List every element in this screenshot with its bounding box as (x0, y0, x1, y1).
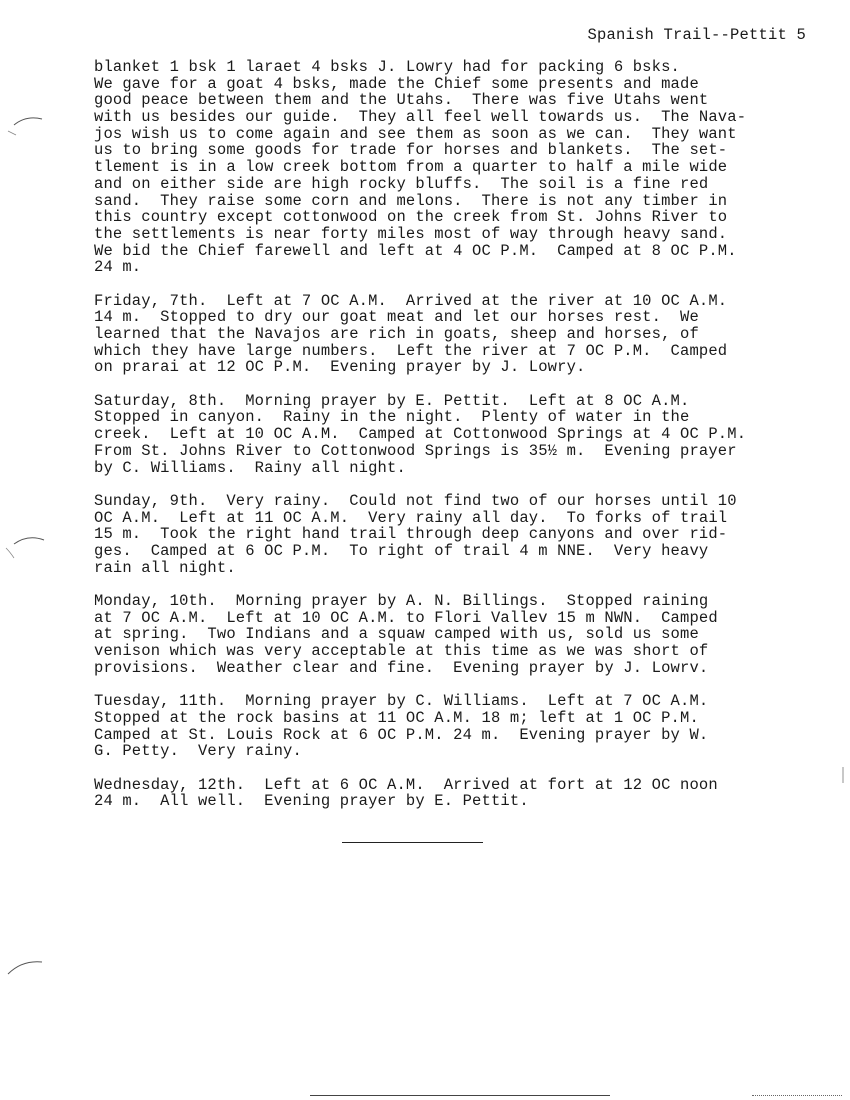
text-line: on prarai at 12 OC P.M. Evening prayer by J. Lowry. (94, 358, 586, 377)
text-line: Friday, 7th. Left at 7 OC A.M. Arrived at the river at 10 OC A.M. (94, 291, 728, 310)
diary-entry-saturday-8th (94, 393, 794, 476)
binder-hole-mark-icon (2, 528, 46, 564)
text-line: ges. Camped at 6 OC P.M. To right of trail 4 m NNE. Very heavy (94, 541, 709, 560)
text-line: OC A.M. Left at 11 OC A.M. Very rainy all day. To forks of trail (94, 508, 728, 527)
text-line: good peace between them and the Utahs. There was five Utahs went (94, 91, 709, 110)
text-line: tlement is in a low creek bottom from a quarter to half a mile wide (94, 158, 728, 177)
text-line: Stopped at the rock basins at 11 OC A.M. 18 m; left at 1 OC P.M. (94, 708, 699, 727)
text-line: We bid the Chief farewell and left at 4 OC P.M. Camped at 8 OC P.M. (94, 241, 737, 260)
text-line: 24 m. All well. Evening prayer by E. Pettit. (94, 792, 529, 811)
text-line: Camped at St. Louis Rock at 6 OC P.M. 24 m. Evening prayer by W. (94, 725, 709, 744)
page-bottom-edge-line-right (752, 1095, 842, 1096)
binder-hole-mark-icon (4, 105, 46, 139)
text-line: From St. Johns River to Cottonwood Springs is 35½ m. Evening prayer (94, 441, 737, 460)
text-line: creek. Left at 10 OC A.M. Camped at Cottonwood Springs at 4 OC P.M. (94, 425, 747, 444)
diary-text (94, 59, 794, 827)
diary-paragraph (94, 59, 794, 276)
diary-entry-monday-10th (94, 593, 794, 676)
text-line: learned that the Navajos are rich in goats, sheep and horses, of (94, 325, 699, 343)
text-line: rain all night. (94, 558, 236, 577)
end-of-entry-rule (342, 842, 483, 843)
text-line: We gave for a goat 4 bsks, made the Chief some presents and made (94, 74, 699, 93)
text-line: Tuesday, 11th. Morning prayer by C. Williams. Left at 7 OC A.M. (94, 692, 709, 711)
text-line: G. Petty. Very rainy. (94, 742, 302, 761)
text-line: which they have large numbers. Left the river at 7 OC P.M. Camped (94, 341, 728, 360)
diary-entry-sunday-9th (94, 493, 794, 576)
text-line: at 7 OC A.M. Left at 10 OC A.M. to Flori Vallev 15 m NWN. Camped (94, 608, 718, 627)
text-line: this country except cottonwood on the creek from St. Johns River to (94, 208, 728, 227)
text-line: the settlements is near forty miles most of way through heavy sand. (94, 224, 728, 243)
text-line: and on either side are high rocky bluffs. The soil is a fine red (94, 174, 709, 193)
text-line: with us besides our guide. They all feel well towards us. The Nava- (94, 108, 747, 127)
text-line: 14 m. Stopped to dry our goat meat and let our horses rest. We (94, 308, 699, 327)
text-line: at spring. Two Indians and a squaw camped with us, sold us some (94, 625, 699, 644)
edge-scan-mark-icon (838, 765, 848, 785)
text-line: us to bring some goods for trade for horses and blankets. The set- (94, 141, 728, 160)
diary-entry-tuesday-11th (94, 693, 794, 760)
text-line: Wednesday, 12th. Left at 6 OC A.M. Arrived at fort at 12 OC noon (94, 775, 718, 794)
text-line: 15 m. Took the right hand trail through deep canyons and over rid- (94, 525, 728, 544)
text-line: Monday, 10th. Morning prayer by A. N. Billings. Stopped raining (94, 592, 709, 610)
diary-entry-friday-7th (94, 293, 794, 376)
page-header-running-title: Spanish Trail--Pettit 5 (587, 26, 806, 44)
diary-entry-wednesday-12th (94, 777, 794, 810)
text-line: Stopped in canyon. Rainy in the night. Plenty of water in the (94, 408, 690, 427)
text-line: blanket 1 bsk 1 laraet 4 bsks J. Lowry had for packing 6 bsks. (94, 58, 680, 76)
text-line: 24 m. (94, 258, 142, 277)
text-line: by C. Williams. Rainy all night. (94, 458, 406, 477)
text-line: Sunday, 9th. Very rainy. Could not find two of our horses until 10 (94, 491, 737, 510)
page-bottom-edge-line (310, 1095, 610, 1096)
text-line: venison which was very acceptable at this time as we was short of (94, 642, 709, 661)
text-line: provisions. Weather clear and fine. Evening prayer by J. Lowrv. (94, 658, 709, 677)
text-line: Saturday, 8th. Morning prayer by E. Pettit. Left at 8 OC A.M. (94, 391, 690, 410)
text-line: jos wish us to come again and see them as soon as we can. They want (94, 124, 737, 143)
binder-hole-mark-icon (4, 952, 46, 980)
text-line: sand. They raise some corn and melons. There is not any timber in (94, 191, 728, 210)
